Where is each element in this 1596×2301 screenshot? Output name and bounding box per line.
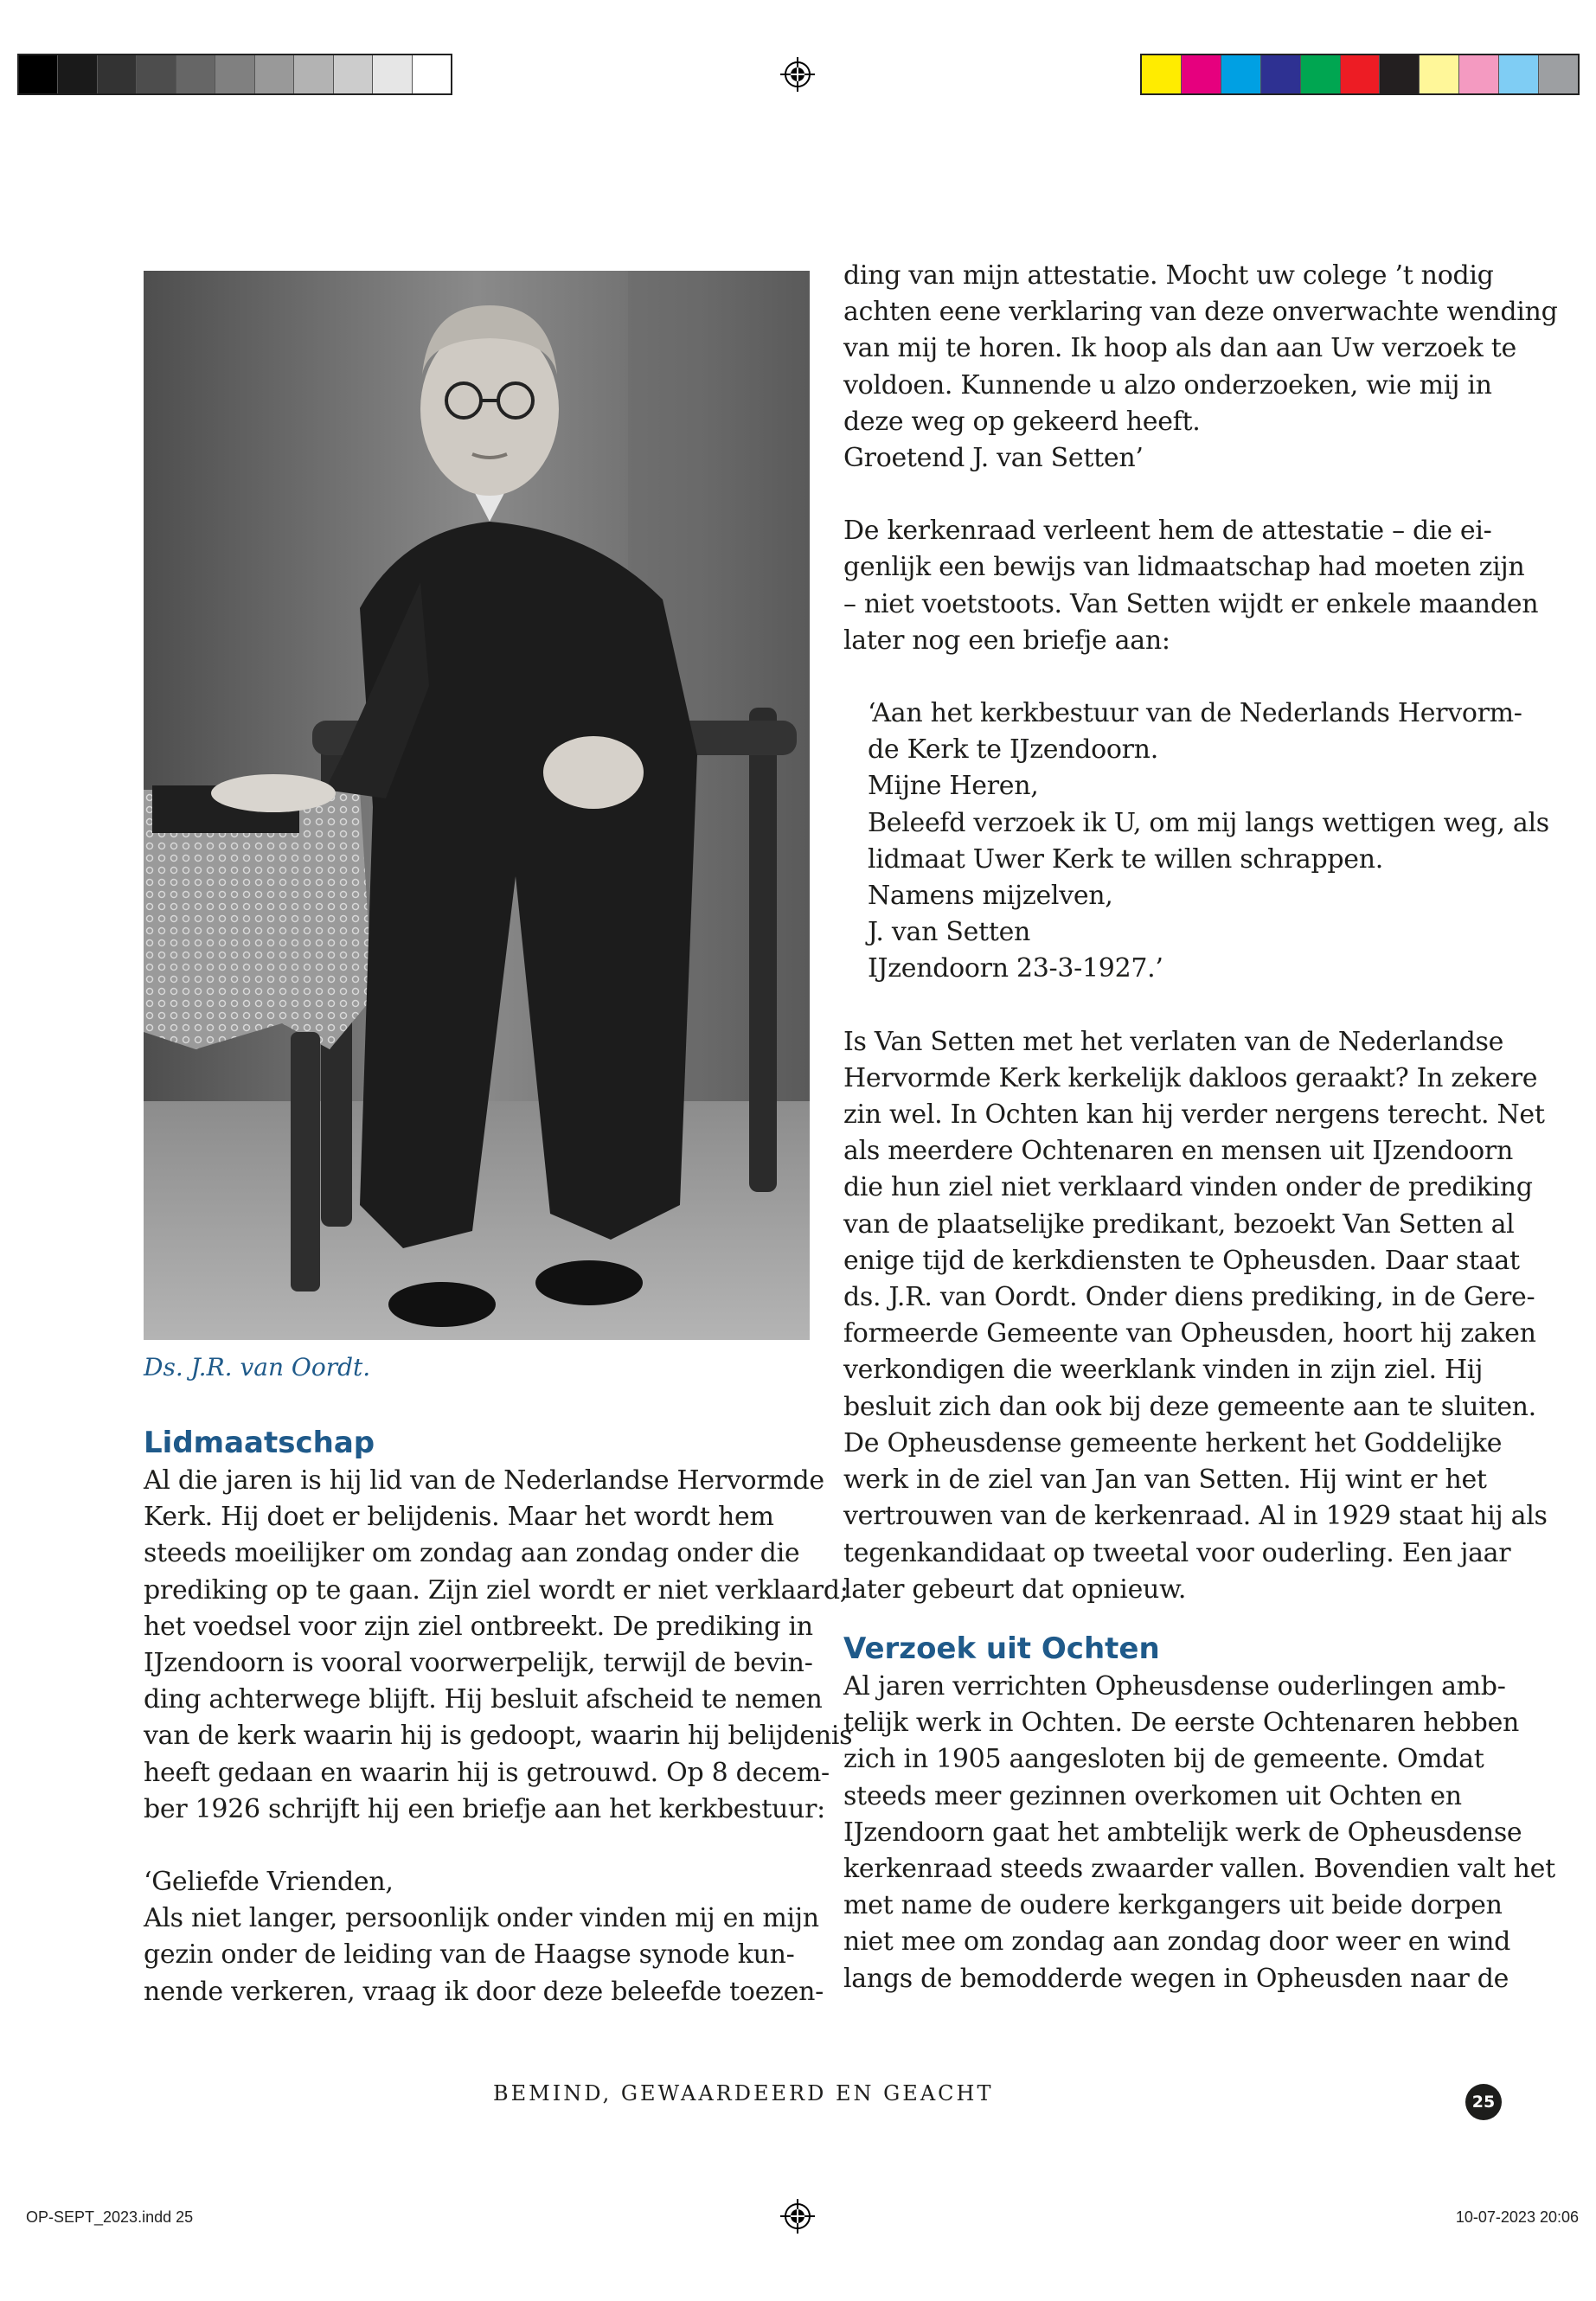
- text-line: IJzendoorn gaat het ambtelijk werk de Opheusdense: [843, 1817, 1522, 1848]
- text-line: Beleefd verzoek ik U, om mij langs wettigen weg, als: [868, 807, 1549, 838]
- color-swatch: [413, 55, 451, 93]
- color-swatch: [373, 55, 412, 93]
- text-line: als meerdere Ochtenaren en mensen uit IJzendoorn: [843, 1136, 1513, 1167]
- registration-mark-bottom: [780, 2199, 815, 2234]
- text-line: van de plaatselijke predikant, bezoekt Van Setten al: [843, 1208, 1515, 1240]
- color-swatch: [1499, 55, 1539, 93]
- text-line: Mijne Heren,: [868, 771, 1039, 802]
- color-swatch: [1459, 55, 1499, 93]
- text-line: die hun ziel niet verklaard vinden onder de prediking: [843, 1172, 1533, 1203]
- registration-mark-top: [780, 57, 815, 92]
- letter-second-part: [843, 258, 1558, 477]
- paragraph-lidmaatschap: [144, 1463, 853, 1828]
- text-line: later nog een briefje aan:: [843, 625, 1170, 656]
- text-line: prediking op te gaan. Zijn ziel wordt er niet verklaard;: [144, 1574, 849, 1606]
- text-line: Al jaren verrichten Opheusdense ouderlingen amb-: [843, 1670, 1506, 1702]
- letter-first-part: [144, 1864, 824, 2010]
- text-line: het voedsel voor zijn ziel ontbreekt. De prediking in: [144, 1611, 813, 1642]
- paragraph-ochten: [843, 1669, 1555, 1997]
- text-line: enige tijd de kerkdiensten te Opheusden. Daar staat: [843, 1245, 1520, 1276]
- text-line: ding achterwege blijft. Hij besluit afscheid te nemen: [144, 1684, 823, 1715]
- grayscale-color-bar: [17, 54, 452, 95]
- text-line: Kerk. Hij doet er belijdenis. Maar het wordt hem: [144, 1502, 774, 1533]
- color-swatch: [1341, 55, 1381, 93]
- portrait-photo: [144, 271, 810, 1340]
- color-swatch: [1221, 55, 1261, 93]
- text-line: Namens mijzelven,: [868, 881, 1113, 912]
- text-line: tegenkandidaat op tweetal voor ouderling. Een jaar: [843, 1537, 1511, 1568]
- text-line: ding van mijn attestatie. Mocht uw colege ’t nodig: [843, 260, 1494, 291]
- paragraph-dakloos: [843, 1024, 1548, 1608]
- text-line: Is Van Setten met het verlaten van de Nederlandse: [843, 1026, 1504, 1057]
- quoted-letter: [843, 695, 1549, 988]
- color-swatch: [58, 55, 97, 93]
- text-line: heeft gedaan en waarin hij is getrouwd. Op 8 decem-: [144, 1757, 830, 1788]
- text-line: ‘Geliefde Vrienden,: [144, 1867, 394, 1898]
- right-text-column: [843, 258, 1558, 1997]
- color-swatch: [176, 55, 215, 93]
- text-line: ber 1926 schrijft hij een briefje aan het kerkbestuur:: [144, 1793, 825, 1824]
- text-line: voldoen. Kunnende u alzo onderzoeken, wie mij in: [843, 369, 1492, 401]
- text-line: gezin onder de leiding van de Haagse synode kun-: [144, 1939, 795, 1971]
- color-swatch: [1420, 55, 1459, 93]
- text-line: IJzendoorn is vooral voorwerpelijk, terwijl de bevin-: [144, 1648, 813, 1679]
- text-line: Al die jaren is hij lid van de Nederlandse Hervormde: [144, 1465, 824, 1496]
- text-line: Groetend J. van Setten’: [843, 443, 1144, 474]
- color-swatch: [255, 55, 294, 93]
- text-line: genlijk een bewijs van lidmaatschap had moeten zijn: [843, 552, 1525, 583]
- color-swatch: [1142, 55, 1182, 93]
- text-line: besluit zich dan ook bij deze gemeente aan te sluiten.: [843, 1391, 1536, 1422]
- text-line: zich in 1905 aangesloten bij de gemeente. Omdat: [843, 1744, 1484, 1775]
- color-swatch: [1301, 55, 1341, 93]
- text-line: lidmaat Uwer Kerk te willen schrappen.: [868, 843, 1383, 875]
- text-line: kerkenraad steeds zwaarder vallen. Bovendien valt het: [843, 1853, 1555, 1884]
- color-swatch: [98, 55, 137, 93]
- text-line: ds. J.R. van Oordt. Onder diens prediking, in de Gere-: [843, 1282, 1535, 1313]
- text-line: achten eene verklaring van deze onverwachte wending: [843, 297, 1558, 328]
- paragraph-attestatie: [843, 513, 1539, 659]
- text-line: de Kerk te IJzendoorn.: [868, 734, 1158, 766]
- process-color-bar: [1140, 54, 1580, 95]
- color-swatch: [294, 55, 333, 93]
- text-line: vertrouwen van de kerkenraad. Al in 1929 staat hij als: [843, 1501, 1548, 1532]
- text-line: niet mee om zondag aan zondag door weer en wind: [843, 1926, 1511, 1958]
- color-swatch: [334, 55, 373, 93]
- left-text-column: [144, 1423, 853, 2010]
- text-line: J. van Setten: [868, 917, 1031, 948]
- slug-date-time: 10-07-2023 20:06: [1455, 2208, 1579, 2226]
- text-line: – niet voetstoots. Van Setten wijdt er enkele maanden: [843, 588, 1539, 619]
- text-line: van mij te horen. Ik hoop als dan aan Uw verzoek te: [843, 333, 1516, 364]
- text-line: steeds moeilijker om zondag aan zondag onder die: [144, 1538, 800, 1569]
- text-line: Als niet langer, persoonlijk onder vinden mij en mijn: [144, 1903, 819, 1934]
- text-line: formeerde Gemeente van Opheusden, hoort hij zaken: [843, 1318, 1536, 1349]
- text-line: IJzendoorn 23-3-1927.’: [868, 953, 1163, 984]
- text-line: deze weg op gekeerd heeft.: [843, 406, 1201, 437]
- slug-file-info: OP-SEPT_2023.indd 25: [26, 2208, 194, 2226]
- text-line: Hervormde Kerk kerkelijk dakloos geraakt? In zekere: [843, 1062, 1538, 1093]
- text-line: telijk werk in Ochten. De eerste Ochtenaren hebben: [843, 1708, 1520, 1739]
- text-line: langs de bemodderde wegen in Opheusden naar de: [843, 1963, 1509, 1994]
- text-line: werk in de ziel van Jan van Setten. Hij wint er het: [843, 1465, 1487, 1496]
- text-line: De Opheusdense gemeente herkent het Goddelijke: [843, 1427, 1503, 1458]
- text-line: zin wel. In Ochten kan hij verder nergens terecht. Net: [843, 1099, 1545, 1131]
- page-number-badge: 25: [1465, 2084, 1502, 2120]
- section-heading-lidmaatschap: Lidmaatschap: [144, 1426, 375, 1460]
- color-swatch: [215, 55, 254, 93]
- color-swatch: [137, 55, 176, 93]
- photo-caption: Ds. J.R. van Oordt.: [144, 1353, 371, 1381]
- text-line: steeds meer gezinnen overkomen uit Ochten en: [843, 1780, 1462, 1811]
- text-line: De kerkenraad verleent hem de attestatie – die ei-: [843, 516, 1492, 547]
- running-footer-title: BEMIND, GEWAARDEERD EN GEACHT: [493, 2081, 994, 2106]
- color-swatch: [1182, 55, 1221, 93]
- color-swatch: [1380, 55, 1420, 93]
- text-line: nende verkeren, vraag ik door deze beleefde toezen-: [144, 1976, 824, 2007]
- text-line: verkondigen die weerklank vinden in zijn ziel. Hij: [843, 1355, 1484, 1386]
- text-line: van de kerk waarin hij is gedoopt, waarin hij belijdenis: [144, 1721, 853, 1752]
- text-line: later gebeurt dat opnieuw.: [843, 1574, 1187, 1605]
- text-line: met name de oudere kerkgangers uit beide dorpen: [843, 1890, 1503, 1921]
- color-swatch: [1261, 55, 1301, 93]
- color-swatch: [19, 55, 58, 93]
- text-line: ‘Aan het kerkbestuur van de Nederlands Hervorm-: [868, 698, 1522, 729]
- section-heading-verzoek-uit-ochten: Verzoek uit Ochten: [843, 1631, 1160, 1666]
- color-swatch: [1539, 55, 1578, 93]
